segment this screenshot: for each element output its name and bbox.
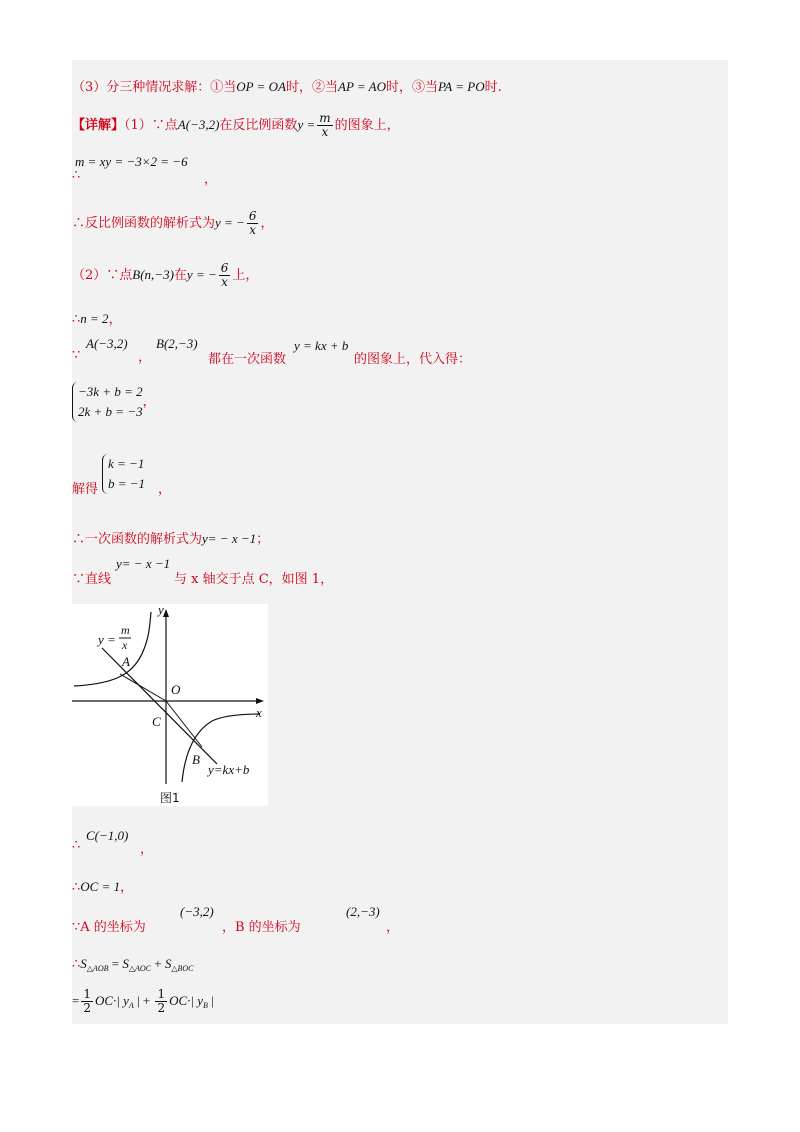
coords-a: (−3,2) [180, 904, 214, 919]
figure-caption: 图1 [160, 791, 180, 805]
fraction-num: 6 [220, 261, 229, 275]
coordinates-a-text: ∵A 的坐标为 [72, 920, 146, 935]
fraction-num: m [319, 111, 331, 125]
part1-prefix: （1）∵点 [124, 118, 178, 133]
therefore-symbol: ∴ [72, 168, 81, 183]
separator: ， [138, 350, 152, 365]
linear-suffix: 的图象上，代入得： [354, 352, 472, 367]
area-s3: S [164, 956, 172, 971]
coordinates-b-text: ，B 的坐标为 [222, 920, 301, 935]
equals-sign: = [108, 956, 123, 971]
solution-hint-line [72, 76, 502, 95]
coordinate-graph [72, 604, 268, 806]
fraction-num: 6 [248, 209, 257, 223]
term-oc-yb: OC·| y [169, 993, 204, 1008]
n-equation: n = 2 [80, 311, 109, 326]
fraction-num: 1 [157, 987, 166, 1001]
therefore-symbol: ∴ [72, 957, 81, 972]
fraction-den: 2 [157, 1001, 166, 1015]
condition-ap-ao: AP = AO [338, 79, 387, 94]
therefore-symbol: ∴ [72, 880, 81, 895]
fraction-half [81, 988, 93, 1015]
curve-label-num: m [121, 623, 130, 637]
solution-brace [102, 454, 145, 494]
linear-result-suffix: ； [256, 532, 270, 547]
equation-system [72, 382, 156, 422]
equals-sign: = [72, 993, 80, 1008]
point-c-label: C [152, 714, 161, 729]
line-label: y=kx+b [208, 762, 250, 777]
segment-ob [166, 701, 202, 747]
solution-eq1: k = −1 [108, 456, 145, 471]
area-s1-sub: △AOB [86, 964, 109, 973]
fraction-half [155, 988, 167, 1015]
fraction-num: 1 [83, 987, 91, 1001]
point-b-label: B [192, 752, 200, 767]
x-axis-label: x [256, 705, 262, 720]
because-line-text: ∵直线 [72, 572, 112, 587]
detail-part1-line [72, 112, 400, 139]
m-equation: m = xy = −3×2 = −6 [75, 154, 188, 169]
fraction-6-over-x [219, 262, 231, 289]
function-left: y = − [186, 267, 217, 282]
point-b: B(n,−3) [132, 267, 174, 282]
inverse-suffix: ， [260, 216, 274, 231]
detail-tag: 【详解】 [72, 118, 125, 133]
linear-function-line [102, 648, 217, 764]
area-s3-sub: △BOC [171, 964, 194, 973]
y-axis-arrow [163, 609, 169, 617]
comma: ， [120, 880, 134, 895]
comma: ， [142, 394, 156, 410]
curve-label-left: y = [98, 632, 116, 647]
part2-prefix: （2）∵点 [72, 268, 133, 283]
linear-result-line [72, 528, 269, 547]
fraction-6-over-x [247, 210, 259, 237]
x-axis-arrow [256, 698, 264, 704]
system-eq2: 2k + b = −3 [78, 404, 143, 419]
hint-text-3: 时. [484, 80, 502, 95]
point-b: B(2,−3) [156, 336, 198, 351]
area-formula-line [72, 988, 214, 1015]
n-value-line [72, 308, 122, 327]
point-a: A(−3,2) [86, 336, 128, 351]
plus-sign: | + [133, 993, 154, 1008]
point-a: A(−3,2) [177, 117, 220, 132]
linear-result-prefix: ∴一次函数的解析式为 [72, 532, 203, 547]
subscript-b: B [203, 1001, 208, 1010]
plus-sign: + [150, 956, 165, 971]
line-function: y= − x −1 [116, 556, 171, 571]
origin-label: O [171, 682, 181, 697]
subscript-a: A [128, 1001, 134, 1010]
fraction-den: x [221, 275, 228, 289]
linear-result-function: y= − x −1 [202, 531, 257, 546]
therefore-symbol: ∴ [72, 838, 81, 853]
condition-pa-po: PA = PO [438, 79, 485, 94]
point-c-coords: C(−1,0) [86, 828, 129, 843]
comma: ， [140, 842, 154, 857]
area-s2: S [122, 956, 129, 971]
part2-mid: 在 [173, 268, 187, 283]
comma: ， [204, 172, 218, 187]
solution-eq2: b = −1 [108, 476, 146, 491]
oc-length-line [72, 876, 133, 895]
hint-text-1: 时，②当 [285, 80, 338, 95]
segment-oa [120, 674, 166, 701]
fraction-den: 2 [83, 1001, 91, 1015]
area-s2-sub: △AOC [128, 964, 151, 973]
part2-line [72, 262, 258, 289]
therefore-symbol: ∴ [72, 312, 81, 327]
term-oc-ya: OC·| y [94, 993, 129, 1008]
inverse-function-line [72, 210, 274, 237]
part1-mid: 在反比例函数 [219, 118, 298, 133]
comma: ， [108, 312, 122, 327]
condition-op-oa: OP = OA [236, 79, 286, 94]
fraction-den: x [249, 223, 257, 237]
function-left: y = − [215, 215, 245, 230]
part1-suffix: 的图象上， [334, 118, 400, 133]
oc-equation: OC = 1 [80, 879, 121, 894]
abs-close: | [207, 993, 214, 1008]
intersection-suffix: 与 x 轴交于点 C，如图 1， [174, 572, 334, 587]
area-sum-line [72, 956, 193, 973]
comma: ， [158, 482, 172, 497]
hint-text-2: 时，③当 [386, 80, 439, 95]
system-brace [72, 382, 143, 422]
system-eq1: −3k + b = 2 [78, 384, 143, 399]
coords-b: (2,−3) [346, 904, 380, 919]
part2-suffix: 上， [232, 268, 259, 283]
solve-prefix: 解得 [72, 482, 99, 497]
comma: ， [386, 920, 400, 935]
inverse-prefix: ∴反比例函数的解析式为 [72, 216, 216, 231]
area-s1: S [80, 956, 87, 971]
linear-mid: 都在一次函数 [208, 352, 287, 367]
y-axis-label: y [158, 604, 164, 617]
because-symbol: ∵ [72, 348, 81, 363]
linear-function: y = kx + b [294, 338, 349, 353]
fraction-m-over-x [317, 112, 332, 139]
point-a-label: A [122, 654, 130, 669]
figure-1 [72, 604, 268, 806]
fraction-den: x [321, 125, 329, 139]
hint-prefix: （3）分三种情况求解：①当 [72, 80, 237, 95]
hyperbola-branch-upper [74, 612, 151, 686]
curve-label-den: x [122, 638, 128, 652]
function-left: y = [297, 117, 316, 132]
